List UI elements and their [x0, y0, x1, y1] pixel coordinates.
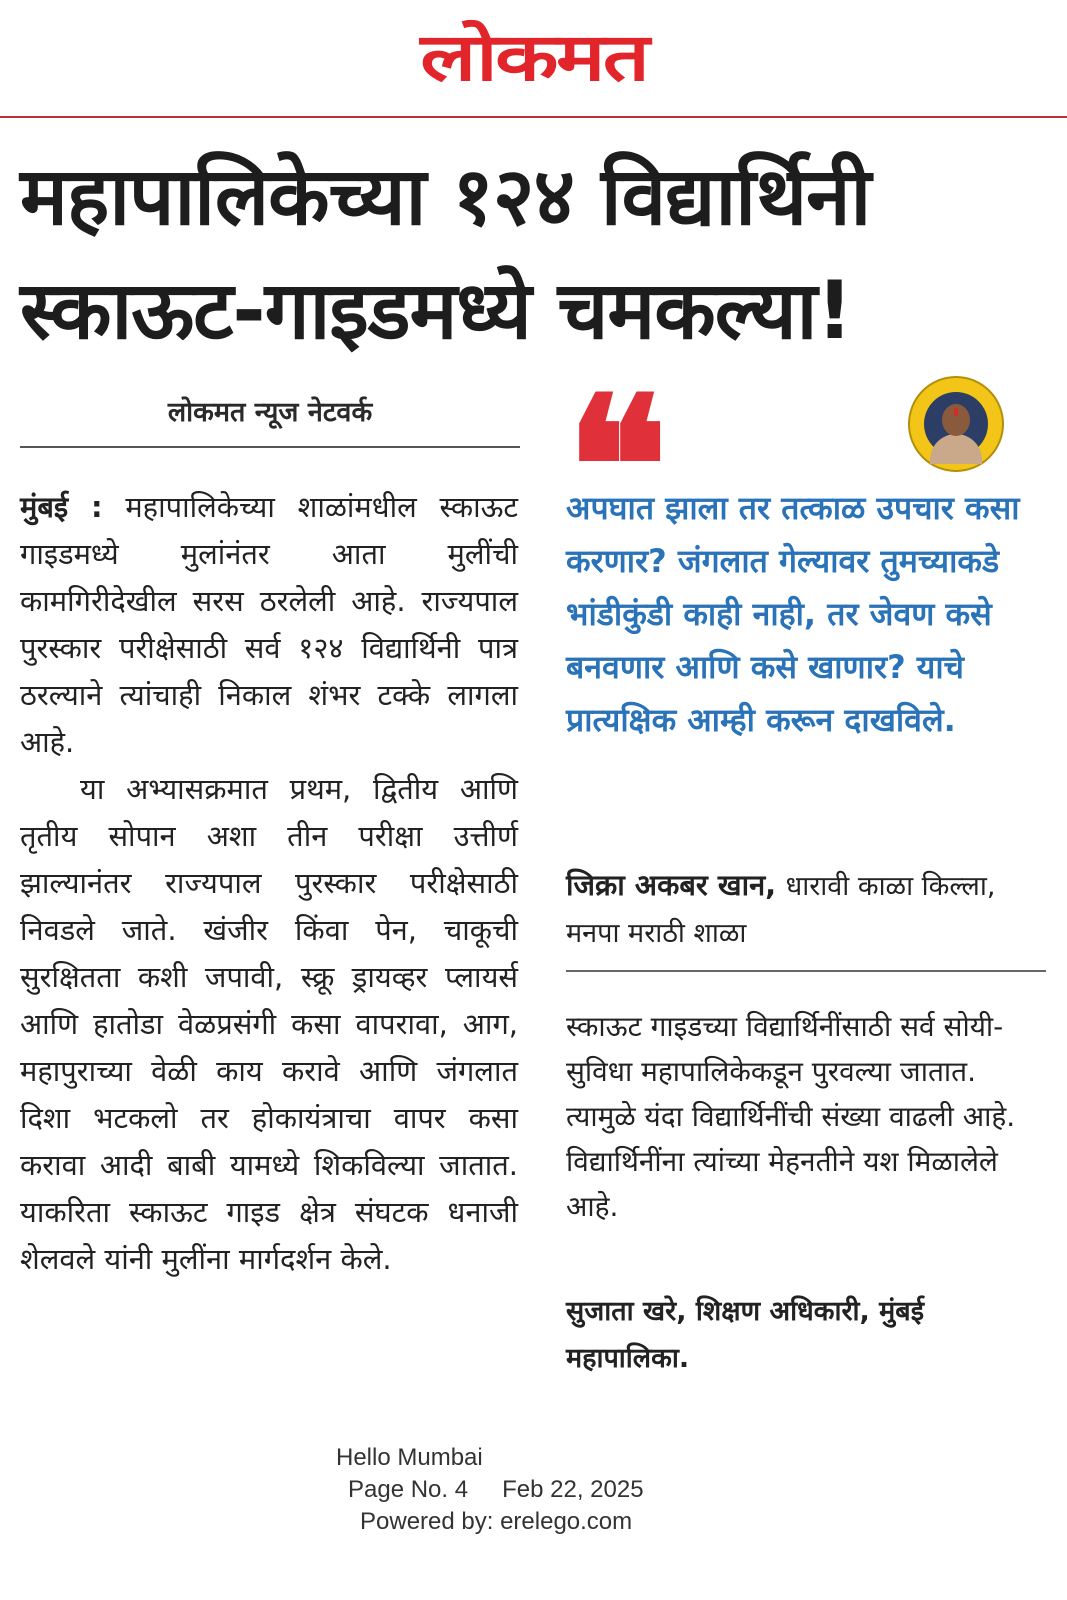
article-body [20, 484, 518, 1283]
article-paragraph-1: मुंबई : महापालिकेच्या शाळांमधील स्काऊट गाइडमध्ये मुलांनंतर आता मुलींची कामगिरीदेखील सरस ठरलेली आहे. राज्यपाल पुरस्कार परीक्षेसाठी सर्व १२४ विद्यार्थिनी पात्र ठरल्याने त्यांचाही निकाल शंभर टक्के लागला आहे. [20, 490, 519, 759]
paragraph-1-text: महापालिकेच्या शाळांमधील स्काऊट गाइडमध्ये मुलांनंतर आता मुलींची कामगिरीदेखील सरस ठरलेली आहे. राज्यपाल पुरस्कार परीक्षेसाठी सर्व १२४ विद्यार्थिनी पात्र ठरल्याने त्यांचाही निकाल शंभर टक्के लागला आहे. [20, 490, 519, 759]
byline: लोकमत न्यूज नेटवर्क [167, 397, 373, 428]
quote-author-place: धारावी काळा किल्ला, मनपा मराठी शाळा [566, 871, 996, 949]
pull-quote-text: अपघात झाला तर तत्काळ उपचार कसा करणार? जंगलात गेल्यावर तुमच्याकडे भांडीकुंडी काही नाही, तर जेवण कसे बनवणार आणि कसे खाणार? याचे प्रात्यक्षिक आम्ही करून दाखविले. [566, 489, 1020, 739]
quote-author-name: जिक्रा अकबर खान, [566, 868, 777, 902]
dateline: मुंबई [20, 490, 69, 524]
byline-divider [20, 446, 520, 448]
headline-line-1: महापालिकेच्या १२४ विद्यार्थिनी [20, 150, 871, 243]
quote-divider [566, 970, 1046, 972]
footer-edition: Hello Mumbai [336, 1444, 483, 1471]
quote-mark-icon: ❝ [566, 355, 669, 578]
headline [20, 140, 1050, 368]
footer-powered-by: Powered by: erelego.com [360, 1508, 633, 1535]
footer-page-info [348, 1474, 644, 1506]
headline-line-2: स्काऊट-गाइडमध्ये चमकल्या! [20, 264, 852, 357]
second-quote-attribution [566, 1288, 1036, 1382]
article-paragraph-2: या अभ्यासक्रमात प्रथम, द्वितीय आणि तृतीय सोपान अशा तीन परीक्षा उत्तीर्ण झाल्यानंतर राज्यपाल पुरस्कार परीक्षेसाठी निवडले जाते. खंजीर किंवा पेन, चाकूची सुरक्षितता कशी जपावी, स्क्रू ड्रायव्हर प्लायर्स आणि हातोडा वेळप्रसंगी कसा वापरावा, आग, महापुराच्या वेळी काय करावे आणि जंगलात दिशा भटकलो तर होकायंत्राचा वापर कसा करावा आदी बाबी यामध्ये शिकविल्या जातात. याकरिता स्काऊट गाइड क्षेत्र संघटक धनाजी शेलवले यांनी मुलींना मार्गदर्शन केले. [20, 772, 518, 1276]
newspaper-logo: लोकमत [419, 19, 648, 96]
portrait-stamp-icon [908, 376, 1004, 472]
masthead [0, 10, 1067, 110]
stamp-portrait [924, 392, 988, 456]
footer-date: Feb 22, 2025 [502, 1476, 644, 1503]
masthead-divider [0, 116, 1067, 118]
footer-page-number: Page No. 4 [348, 1476, 469, 1503]
pull-quote-attribution [566, 862, 1036, 957]
second-quote-text: स्काऊट गाइडच्या विद्यार्थिनींसाठी सर्व सोयी-सुविधा महापालिकेकडून पुरवल्या जातात. त्यामुळे यंदा विद्यार्थिनींची संख्या वाढली आहे. विद्यार्थिनींना त्यांच्या मेहनतीने यश मिळालेले आहे. [566, 1010, 1016, 1223]
second-quote-author-name: सुजाता खरे, [566, 1296, 687, 1327]
second-quote-author-role: शिक्षण अधिकारी, मुंबई महापालिका. [566, 1296, 924, 1374]
